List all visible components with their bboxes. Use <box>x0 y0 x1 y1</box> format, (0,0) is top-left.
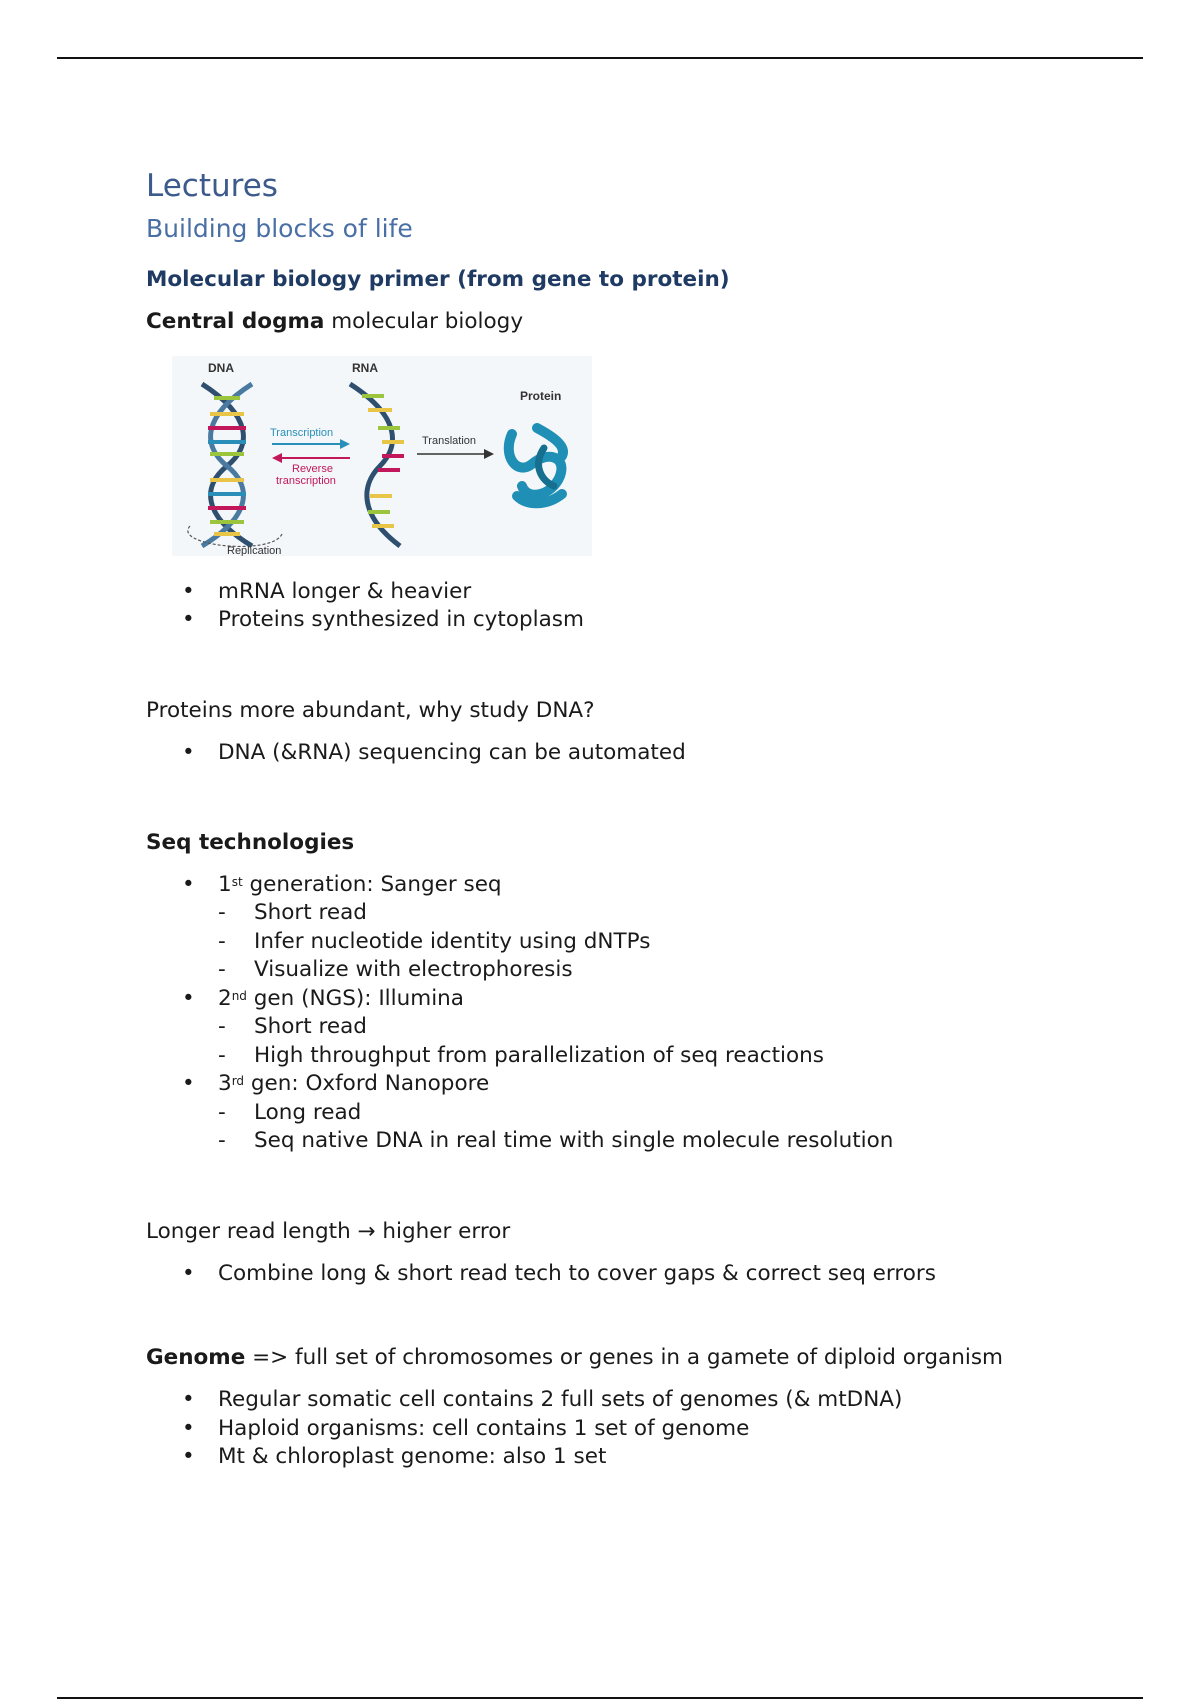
list-subitem <box>146 1099 1106 1128</box>
document-body <box>146 168 1106 1472</box>
list-item-gen3 <box>146 1070 1106 1099</box>
list-item-text: Short read <box>254 900 367 926</box>
central-dogma-figure <box>172 356 592 556</box>
list-item-gen2 <box>146 985 1106 1014</box>
combine-tech-list <box>146 1260 1106 1289</box>
bullet-glyph: • <box>182 985 195 1011</box>
gen2-text: gen (NGS): Illumina <box>246 985 464 1011</box>
list-item <box>146 606 1106 635</box>
footer-rule <box>57 1697 1143 1699</box>
list-item-text: Proteins synthesized in cytoplasm <box>218 607 584 633</box>
heading-lectures: Lectures <box>146 168 278 204</box>
bullet-glyph: • <box>182 1415 195 1441</box>
genome-bold: Genome <box>146 1345 246 1371</box>
figure-translation-label: Translation <box>422 434 477 447</box>
central-dogma-rest: molecular biology <box>324 308 524 334</box>
list-item <box>146 1386 1106 1415</box>
list-subitem <box>146 899 1106 928</box>
list-subitem <box>146 1127 1106 1156</box>
dash-glyph: - <box>218 1042 226 1068</box>
gen3-suffix: rd <box>231 1074 245 1089</box>
figure-transcription-label: Transcription <box>270 426 334 439</box>
mrna-protein-list <box>146 578 1106 635</box>
bullet-glyph: • <box>182 607 195 633</box>
longer-read-text: Longer read length → higher error <box>146 1218 511 1244</box>
list-item-text: Short read <box>254 1014 367 1040</box>
list-item <box>146 1415 1106 1444</box>
bullet-glyph: • <box>182 871 195 897</box>
bullet-glyph: • <box>182 1071 195 1097</box>
dash-glyph: - <box>218 900 226 926</box>
gen3-text: gen: Oxford Nanopore <box>244 1071 490 1097</box>
gen1-number: 1 <box>218 871 232 897</box>
genome-rest: => full set of chromosomes or genes in a gamete of diploid organism <box>245 1345 1003 1371</box>
genome-definition <box>146 1344 1106 1372</box>
list-item <box>146 739 1106 768</box>
dna-sequencing-list <box>146 739 1106 768</box>
dash-glyph: - <box>218 1128 226 1154</box>
list-subitem <box>146 1042 1106 1071</box>
bullet-glyph: • <box>182 578 195 604</box>
bullet-glyph: • <box>182 1444 195 1470</box>
list-item-text: High throughput from parallelization of seq reactions <box>254 1042 825 1068</box>
heading-seq-technologies: Seq technologies <box>146 830 355 855</box>
list-subitem <box>146 956 1106 985</box>
list-item-text: Infer nucleotide identity using dNTPs <box>254 928 651 954</box>
bullet-glyph: • <box>182 1260 195 1286</box>
list-item-gen1 <box>146 871 1106 900</box>
list-subitem <box>146 928 1106 957</box>
dash-glyph: - <box>218 1099 226 1125</box>
list-item-text: Regular somatic cell contains 2 full sets of genomes (& mtDNA) <box>218 1387 903 1413</box>
dash-glyph: - <box>218 928 226 954</box>
list-item <box>146 1443 1106 1472</box>
list-subitem <box>146 1013 1106 1042</box>
figure-reverse-label-1: Reverse <box>292 462 333 475</box>
figure-protein-label: Protein <box>520 388 562 403</box>
seq-technologies-list <box>146 871 1106 1156</box>
list-item <box>146 1260 1106 1289</box>
list-item-text: mRNA longer & heavier <box>218 578 472 604</box>
gen1-suffix: st <box>231 874 243 889</box>
list-item-text: Visualize with electrophoresis <box>254 957 573 983</box>
list-item-text: DNA (&RNA) sequencing can be automated <box>218 739 686 765</box>
bullet-glyph: • <box>182 739 195 765</box>
list-item-text: Mt & chloroplast genome: also 1 set <box>218 1444 607 1470</box>
list-item-text: Combine long & short read tech to cover gaps & correct seq errors <box>218 1260 936 1286</box>
list-item <box>146 578 1106 607</box>
dash-glyph: - <box>218 1014 226 1040</box>
heading-molecular-primer: Molecular biology primer (from gene to protein) <box>146 266 730 292</box>
genome-list <box>146 1386 1106 1472</box>
header-rule <box>57 57 1143 59</box>
figure-reverse-label-2: transcription <box>276 474 336 487</box>
heading-building-blocks: Building blocks of life <box>146 214 413 244</box>
central-dogma-bold: Central dogma <box>146 308 325 334</box>
dash-glyph: - <box>218 957 226 983</box>
gen3-number: 3 <box>218 1071 232 1097</box>
list-item-text: Seq native DNA in real time with single molecule resolution <box>254 1128 894 1154</box>
list-item-text: Long read <box>254 1099 362 1125</box>
why-study-dna-text: Proteins more abundant, why study DNA? <box>146 697 595 723</box>
gen2-number: 2 <box>218 985 232 1011</box>
gen1-text: generation: Sanger seq <box>242 871 502 897</box>
figure-rna-label: RNA <box>352 360 378 375</box>
gen2-suffix: nd <box>231 988 247 1003</box>
bullet-glyph: • <box>182 1387 195 1413</box>
figure-dna-label: DNA <box>208 360 234 375</box>
figure-replication-label: Replication <box>227 544 282 556</box>
list-item-text: Haploid organisms: cell contains 1 set of genome <box>218 1415 750 1441</box>
central-dogma-line <box>146 308 1106 336</box>
